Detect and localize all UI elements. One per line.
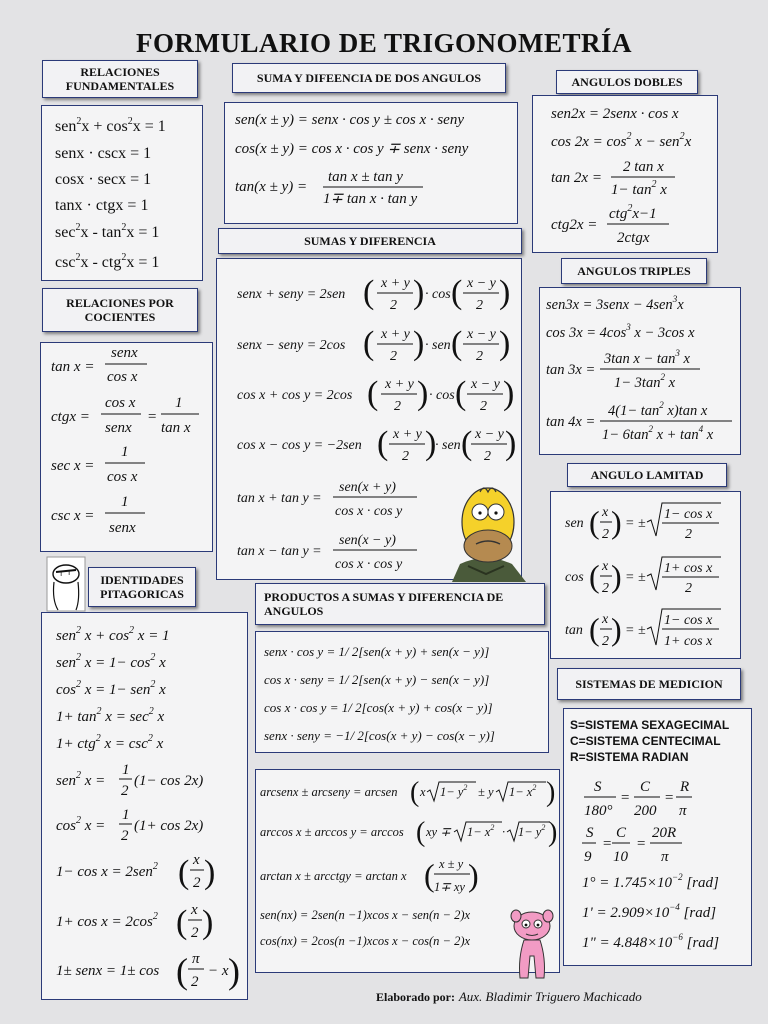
- svg-text:(: (: [176, 951, 188, 991]
- identidades-pitagoricas-formulas: [42, 613, 247, 999]
- svg-text:2: 2: [390, 298, 397, 313]
- svg-text:± y: ± y: [478, 785, 494, 799]
- svg-text:1− 3tan2 x: $1- 3\tan^2$ x: [614, 372, 676, 391]
- svg-text:cos x: cos x: [105, 395, 136, 411]
- svg-text:tan 4x =: tan 4x =: [546, 414, 596, 430]
- svg-text:1+ ctg2 x = csc2 x: 1+ ctg$^2$ $x = \csc^2 x$: [56, 733, 164, 752]
- svg-text:2 tan x: 2 tan x: [623, 159, 664, 175]
- svg-text:): ): [468, 857, 479, 893]
- svg-text:= ±: = ±: [625, 516, 646, 531]
- angulo-mitad-formulas: [551, 492, 740, 658]
- svg-text:1− cos x: 1− cos x: [664, 613, 713, 628]
- svg-text:= ±: = ±: [625, 623, 646, 638]
- svg-text:tan x − tan y =: tan x − tan y =: [237, 544, 322, 559]
- page-title: FORMULARIO DE TRIGONOMETRÍA: [135, 28, 633, 58]
- svg-text:2: 2: [191, 925, 199, 941]
- svg-text:x: x: [191, 902, 198, 918]
- svg-text:x ± y: x ± y: [439, 857, 464, 871]
- svg-text:tan x ± tan y: tan x ± tan y: [328, 169, 403, 185]
- svg-text:): ): [546, 777, 556, 808]
- svg-text:(: (: [451, 325, 463, 362]
- svg-text:= ±: = ±: [625, 570, 646, 585]
- svg-text:(: (: [178, 854, 190, 891]
- svg-text:cos: cos: [565, 570, 584, 585]
- svg-text:sec x =: sec x =: [51, 458, 95, 474]
- svg-text:x: x: [602, 505, 609, 520]
- svg-text:sen2x = 2senx · cos x: sen2x = 2senx · cos x: [551, 106, 679, 122]
- svg-text:2: 2: [602, 634, 609, 649]
- svg-text:x: x: [602, 612, 609, 627]
- svg-text:1− y2: $1- y^2$: [440, 783, 468, 799]
- svg-text:(: (: [176, 904, 188, 941]
- header-sumas-diferencia: SUMAS Y DIFERENCIA: [218, 228, 522, 254]
- svg-text:): ): [499, 325, 511, 362]
- svg-text:sec2x - tan2x = 1: $\sec^2x - \tan^2x = 1$: [55, 222, 160, 241]
- svg-text:arcsenx ± arcseny = arcsen: arcsenx ± arcseny = arcsen: [260, 785, 398, 799]
- svg-text:C: C: [640, 779, 651, 795]
- svg-text:): ): [548, 817, 558, 848]
- svg-text:1: 1: [122, 807, 130, 823]
- svg-text:1∓ tan x · tan y: 1∓ tan x · tan y: [323, 191, 418, 207]
- header-relaciones-cocientes: RELACIONES POR COCIENTES: [42, 288, 198, 332]
- svg-text:cos x − cos y = −2sen: cos x − cos y = −2sen: [237, 438, 362, 453]
- cartoon-character-illustration: [446, 478, 532, 582]
- productos-formulas: [256, 632, 548, 752]
- svg-text:x + y: x + y: [393, 427, 422, 442]
- svg-text:1± senx = 1± cos: 1± senx = 1± cos: [56, 963, 160, 979]
- svg-text:(: (: [461, 425, 473, 462]
- svg-text:ctgx =: ctgx =: [51, 409, 90, 425]
- svg-text:): ): [611, 611, 622, 647]
- svg-text:tan x: tan x: [161, 420, 191, 436]
- svg-text:R: R: [680, 779, 690, 795]
- svg-text:tan 3x =: tan 3x =: [546, 362, 596, 378]
- svg-text:sen: sen: [565, 516, 584, 531]
- svg-text:(: (: [424, 857, 435, 893]
- svg-text:cos x + cos y = 2cos: cos x + cos y = 2cos: [237, 388, 353, 403]
- svg-text:(: (: [589, 558, 600, 594]
- svg-text:1− y2: $1- y^2$: [518, 823, 546, 839]
- header-relaciones-fundamentales: RELACIONES FUNDAMENTALES: [42, 60, 198, 98]
- svg-text:x − y: x − y: [467, 327, 496, 342]
- svg-text:(: (: [363, 274, 375, 311]
- box-relaciones-cocientes: [40, 342, 213, 552]
- svg-text:2: 2: [602, 581, 609, 596]
- svg-text:1+ cos x = 2cos2: $1+ \cos x = 2\cos^2$: [56, 911, 158, 930]
- svg-text:senx · cscx = 1: senx · cscx = 1: [55, 145, 152, 162]
- svg-text:x + y: x + y: [381, 327, 410, 342]
- svg-text:1+ tan2 x = sec2 x: $1+ \tan^2 x = \sec^2 x$: [56, 706, 165, 725]
- box-productos: [255, 631, 549, 753]
- footer-author: Aux. Bladimir Triguero Machicado: [458, 989, 642, 1004]
- svg-text:2: 2: [476, 298, 483, 313]
- svg-text:2: 2: [484, 449, 491, 464]
- svg-text:1− x2: $1- x^2$: [509, 783, 537, 799]
- svg-text:cosx · secx = 1: cosx · secx = 1: [55, 171, 152, 188]
- svg-text:1+ cos x: 1+ cos x: [664, 561, 713, 576]
- sistema-sexagesimal: S=SISTEMA SEXAGECIMAL: [570, 718, 730, 732]
- svg-text:(: (: [589, 611, 600, 647]
- svg-text:1− cos x = 2sen2: 1− cos x = 2sen$^2$: [56, 861, 158, 880]
- svg-text:9: 9: [584, 849, 592, 865]
- svg-text:(: (: [377, 425, 389, 462]
- svg-text:): ): [499, 274, 511, 311]
- svg-text:(: (: [416, 817, 426, 848]
- svg-text:): ): [228, 951, 240, 991]
- suma-diferencia-formulas: [225, 103, 517, 223]
- svg-text:=: =: [147, 409, 158, 425]
- svg-text:cos x · cos y: cos x · cos y: [335, 504, 403, 519]
- svg-text:1+ cos x: 1+ cos x: [664, 634, 713, 649]
- svg-text:10: 10: [613, 849, 628, 865]
- svg-text:2: 2: [191, 974, 199, 990]
- svg-text:x − y: x − y: [475, 427, 504, 442]
- svg-text:1− 6tan2 x + tan4 x: $1- 6\tan^2$ $x + \tan^4 x$: [602, 424, 714, 443]
- svg-text:·: ·: [502, 825, 506, 839]
- header-angulos-triples: ANGULOS TRIPLES: [561, 258, 707, 284]
- svg-text:cos 2x = cos2 x − sen2x: $\cos 2x = \cos^2 x - sen^2x$: [551, 131, 692, 150]
- svg-text:(1+ cos 2x): (1+ cos 2x): [134, 818, 204, 834]
- svg-text:x: x: [420, 785, 426, 799]
- meme-face-icon: [46, 556, 86, 612]
- svg-text:): ): [503, 375, 515, 412]
- svg-text:1− x2: $1- x^2$: [467, 823, 495, 839]
- svg-text:2: 2: [121, 783, 129, 799]
- svg-text:· cos: · cos: [429, 388, 455, 403]
- svg-text:tan(x ± y) =: tan(x ± y) =: [235, 179, 308, 195]
- svg-text:x: x: [602, 559, 609, 574]
- svg-text:senx: senx: [105, 420, 132, 436]
- svg-text:2: 2: [480, 399, 487, 414]
- svg-text:1− tan2 x: $1- \tan^2 x$: [611, 179, 667, 198]
- svg-text:1' = 2.909×10−4 [rad]: $1' = 2.909\times 10^{-4}$ [rad]: [582, 902, 717, 921]
- svg-text:π: π: [192, 951, 200, 967]
- svg-text:1" = 4.848×10−6 [rad]: 1" = $4.848\times 10^{-6}$ [rad]: [582, 932, 720, 951]
- svg-text:cos 3x = 4cos3 x − 3cos x: $\cos 3x = 4\cos^3$ x − 3cos x: [546, 322, 695, 341]
- svg-text:tan x =: tan x =: [51, 359, 95, 375]
- svg-text:csc2x - ctg2x = 1: $\csc^2x - ctg^2x = 1$: [55, 252, 160, 271]
- svg-text:sen3x = 3senx − 4sen3x: sen3x = 3senx − 4sen$^3$x: [546, 294, 684, 313]
- relaciones-fundamentales-formulas: [42, 106, 202, 280]
- svg-text:1: 1: [121, 494, 129, 510]
- svg-text:2: 2: [602, 527, 609, 542]
- svg-text:cos x · cos y = 1/ 2[cos(x + y: cos x · cos y = 1/ 2[cos(x + y) + cos(x − y)]: [264, 700, 493, 715]
- svg-text:): ): [425, 425, 437, 462]
- svg-text:=: =: [636, 836, 647, 852]
- svg-text:1° = 1.745×10−2 [rad]: $1^\circ = 1.745\times 10^{-2}$ [rad]: [582, 872, 719, 891]
- svg-text:· sen: · sen: [425, 338, 451, 353]
- svg-text:): ): [204, 854, 216, 891]
- sistemas-formulas: [564, 709, 751, 965]
- svg-text:T: T: [59, 570, 64, 578]
- svg-text:1: 1: [121, 444, 129, 460]
- svg-text:S: S: [594, 779, 602, 795]
- svg-text:1: 1: [122, 762, 130, 778]
- svg-text:sen(x ± y) = senx · cos y ± co: sen(x ± y) = senx · cos y ± cos x · seny: [235, 112, 464, 128]
- svg-text:(: (: [589, 504, 600, 540]
- header-suma-diferencia: SUMA Y DIFEENCIA DE DOS ANGULOS: [232, 63, 506, 93]
- svg-text:): ): [417, 375, 429, 412]
- svg-text:20R: 20R: [652, 825, 677, 841]
- svg-text:sen2 x =: sen$^2$ x =: [56, 770, 106, 789]
- svg-text:sen2 x + cos2 x = 1: sen$^2$ $x + \cos^2 x = 1$: [56, 625, 170, 644]
- svg-text:=: =: [620, 790, 631, 806]
- svg-text:1∓ xy: 1∓ xy: [434, 880, 465, 894]
- header-productos-sumas: PRODUCTOS A SUMAS Y DIFERENCIA DE ANGULOS: [255, 583, 545, 625]
- svg-text:senx: senx: [109, 520, 136, 536]
- angulos-dobles-formulas: [533, 96, 717, 252]
- svg-text:C: C: [616, 825, 627, 841]
- svg-text:tan 2x =: tan 2x =: [551, 170, 602, 186]
- box-angulo-mitad: [550, 491, 741, 659]
- svg-text:sen(x − y): sen(x − y): [339, 533, 396, 548]
- svg-text:cos(nx) = 2cos(n −1)xcos x − c: cos(nx) = 2cos(n −1)xcos x − cos(n − 2)x: [260, 934, 471, 948]
- svg-text:x + y: x + y: [385, 377, 414, 392]
- svg-text:− x: − x: [208, 963, 229, 979]
- svg-text:cos x · seny = 1/ 2[sen(x + y): cos x · seny = 1/ 2[sen(x + y) − sen(x − y)]: [264, 672, 490, 687]
- svg-text:sen(nx) = 2sen(n −1)xcos x − s: sen(nx) = 2sen(n −1)xcos x − sen(n − 2)x: [260, 908, 471, 922]
- svg-text:2: 2: [685, 527, 692, 542]
- footer-label: Elaborado por:: [376, 990, 456, 1004]
- box-angulos-dobles: [532, 95, 718, 253]
- svg-text:2: 2: [390, 349, 397, 364]
- svg-text:(: (: [455, 375, 467, 412]
- svg-text:2: 2: [476, 349, 483, 364]
- header-identidades-pitagoricas: IDENTIDADES PITAGORICAS: [88, 567, 196, 607]
- svg-text:senx · cos y = 1/ 2[sen(x + y): senx · cos y = 1/ 2[sen(x + y) + sen(x − y)]: [264, 644, 490, 659]
- svg-text:): ): [413, 325, 425, 362]
- svg-text:arccos x ± arccos y = arccos: arccos x ± arccos y = arccos: [260, 825, 404, 839]
- svg-text:=: =: [602, 836, 613, 852]
- pink-panther-illustration: [502, 906, 562, 980]
- svg-text:senx + seny = 2sen: senx + seny = 2sen: [237, 287, 346, 302]
- svg-text:): ): [413, 274, 425, 311]
- sistema-radian: R=SISTEMA RADIAN: [570, 750, 689, 764]
- svg-text:(: (: [363, 325, 375, 362]
- header-angulos-dobles: ANGULOS DOBLES: [556, 70, 698, 94]
- svg-text:4(1− tan2 x)tan x: $4(1- \tan^2 x)\tan$ x: [608, 400, 708, 419]
- svg-text:2: 2: [402, 449, 409, 464]
- svg-text:): ): [611, 504, 622, 540]
- svg-text:2: 2: [685, 581, 692, 596]
- svg-text:ctg2x−1: ctg$^2$x−1: [609, 203, 657, 222]
- svg-text:(1− cos 2x): (1− cos 2x): [134, 773, 204, 789]
- svg-text:180°: 180°: [584, 803, 613, 819]
- svg-text:cos x · cos y: cos x · cos y: [335, 557, 403, 572]
- svg-text:2: 2: [193, 875, 201, 891]
- svg-text:1− cos x: 1− cos x: [664, 507, 713, 522]
- svg-text:cos x: cos x: [107, 369, 138, 385]
- svg-text:x − y: x − y: [471, 377, 500, 392]
- box-sistemas-medicion: [563, 708, 752, 966]
- svg-text:sen(x + y): sen(x + y): [339, 480, 396, 495]
- svg-text:(: (: [367, 375, 379, 412]
- svg-text:cos2 x = 1− sen2 x: $\cos^2 x = 1- sen^2$ x: [56, 679, 166, 698]
- svg-text:ctg2x =: ctg2x =: [551, 217, 598, 233]
- box-angulos-triples: [539, 287, 741, 455]
- svg-text:x + y: x + y: [381, 276, 410, 291]
- svg-text:senx · seny = −1/ 2[cos(x + y): senx · seny = −1/ 2[cos(x + y) − cos(x − y)]: [264, 728, 495, 743]
- svg-text:sen2x + cos2x = 1: $sen^2x + \cos^2x = 1$: [55, 116, 166, 135]
- box-identidades-pitagoricas: [41, 612, 248, 1000]
- svg-text:S: S: [586, 825, 594, 841]
- svg-text:T: T: [67, 569, 72, 577]
- svg-text:tan x + tan y =: tan x + tan y =: [237, 491, 322, 506]
- svg-text:xy ∓: xy ∓: [426, 825, 451, 839]
- svg-text:2: 2: [394, 399, 401, 414]
- svg-text:π: π: [661, 849, 669, 865]
- svg-text:200: 200: [634, 803, 657, 819]
- svg-text:tanx · ctgx = 1: tanx · ctgx = 1: [55, 197, 149, 214]
- svg-text:): ): [611, 558, 622, 594]
- svg-text:): ): [505, 425, 517, 462]
- svg-text:csc x =: csc x =: [51, 508, 95, 524]
- svg-text:(: (: [451, 274, 463, 311]
- svg-text:senx − seny = 2cos: senx − seny = 2cos: [237, 338, 346, 353]
- box-relaciones-fundamentales: [41, 105, 203, 281]
- header-sistemas-medicion: SISTEMAS DE MEDICION: [557, 668, 741, 700]
- svg-text:2: 2: [121, 828, 129, 844]
- relaciones-cocientes-formulas: [41, 343, 212, 551]
- header-angulo-mitad: ANGULO LAMITAD: [567, 463, 727, 487]
- svg-text:tan: tan: [565, 623, 583, 638]
- angulos-triples-formulas: [540, 288, 740, 454]
- box-suma-diferencia: [224, 102, 518, 224]
- svg-text:x: x: [193, 852, 200, 868]
- svg-text:sen2 x = 1− cos2 x: sen$^2$ $x = 1- \cos^2 x$: [56, 652, 166, 671]
- svg-text:arctan x ± arcctgy = arctan x: arctan x ± arcctgy = arctan x: [260, 869, 407, 883]
- svg-text:3tan x − tan3 x: 3tan $x - \tan^3 x$: [604, 348, 690, 367]
- svg-text:x − y: x − y: [467, 276, 496, 291]
- svg-text:1: 1: [175, 395, 183, 411]
- footer-credit: [376, 989, 642, 1005]
- svg-text:senx: senx: [111, 345, 138, 361]
- svg-text:cos(x ± y) = cos x · cos y ∓ s: cos(x ± y) = cos x · cos y ∓ senx · seny: [235, 141, 469, 157]
- svg-text:π: π: [679, 803, 687, 819]
- svg-text:=: =: [664, 790, 675, 806]
- sistema-centesimal: C=SISTEMA CENTECIMAL: [570, 734, 721, 748]
- svg-text:· sen: · sen: [435, 438, 461, 453]
- svg-text:): ): [202, 904, 214, 941]
- svg-text:· cos: · cos: [425, 287, 451, 302]
- svg-text:(: (: [410, 777, 420, 808]
- svg-text:cos2 x =: $\cos^2 x$ =: [56, 815, 106, 834]
- svg-text:cos x: cos x: [107, 469, 138, 485]
- svg-text:2ctgx: 2ctgx: [617, 230, 650, 246]
